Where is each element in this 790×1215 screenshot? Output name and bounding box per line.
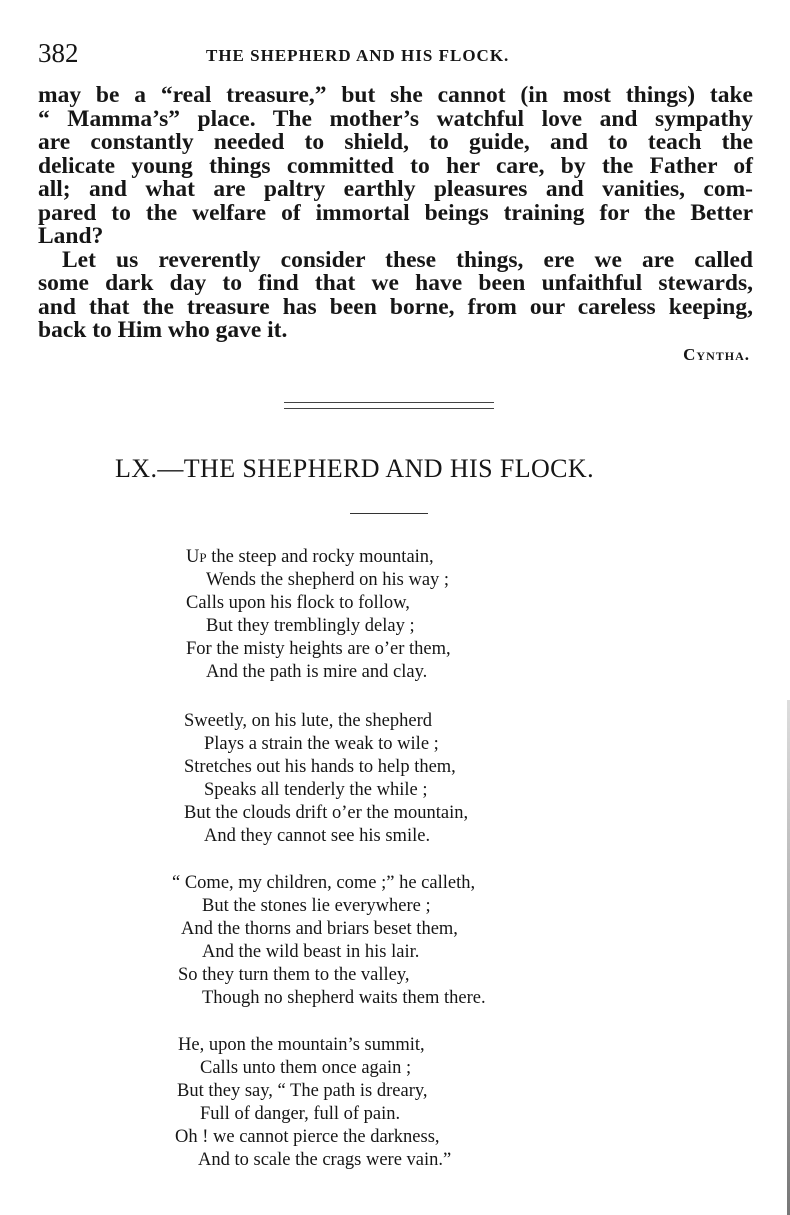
poem-line: But they tremblingly delay ; [206,616,415,636]
poem-line: And the wild beast in his lair. [202,942,420,962]
poem-line: And the thorns and briars beset them, [181,919,458,939]
poem-line: He, upon the mountain’s summit, [178,1035,425,1055]
poem-stanza-3 [172,872,572,1010]
prose-paragraphs [38,84,753,343]
poem-line: Though no shepherd waits them there. [202,988,486,1008]
prose-line: may be a “real treasure,” but she cannot (in most things) take [38,82,753,108]
page-header [38,38,750,72]
poem-line: So they turn them to the valley, [178,965,410,985]
poem-stanza-4 [172,1034,572,1172]
poem-line: Stretches out his hands to help them, [184,757,456,777]
page-number: 382 [38,38,79,68]
poem-line: And the path is mire and clay. [206,662,428,682]
poem-line: And to scale the crags were vain.” [198,1150,452,1170]
poem-line: But they say, “ The path is dreary, [177,1081,428,1101]
poem-line: Calls upon his flock to follow, [186,593,410,613]
author-signature: Cyntha. [683,345,750,364]
poem-line [172,546,572,569]
prose-line: pared to the welfare of immortal beings training for the Better [38,199,753,226]
poem-line-text: the steep and rocky mountain, [206,547,434,567]
poem-line: Oh ! we cannot pierce the darkness, [175,1127,440,1147]
poem-line: “ Come, my children, come ;” he calleth, [172,873,476,893]
prose-line: back to Him who gave it. [38,317,288,343]
prose-line: delicate young things committed to her care, by the Father of [38,152,753,179]
poem-first-word: Up [186,547,207,567]
poem-line: Calls unto them once again ; [200,1058,412,1078]
poem-line: Full of danger, full of pain. [200,1104,401,1124]
poem-stanza-1 [172,546,572,684]
prose-line: some dark day to find that we have been unfaithful stewards, [38,270,753,296]
section-title: LX.—THE SHEPHERD AND HIS FLOCK. [115,454,594,483]
poem-line: Plays a strain the weak to wile ; [204,734,439,754]
poem-line: Wends the shepherd on his way ; [206,570,450,590]
running-title: THE SHEPHERD AND HIS FLOCK. [206,46,510,65]
title-rule [350,513,428,514]
poem-line: And they cannot see his smile. [204,826,431,846]
poem-line: But the clouds drift o’er the mountain, [184,803,469,823]
prose-line: Land? [38,223,104,249]
poem-line: But the stones lie everywhere ; [202,896,431,916]
prose-line: “ Mamma’s” place. The mother’s watchful love and sympathy [38,105,753,132]
prose-line: Let us reverently consider these things, ere we are called [62,246,753,273]
prose-line: and that the treasure has been borne, from our careless keeping, [38,293,753,320]
prose-line: are constantly needed to shield, to guide, and to teach the [38,129,753,155]
poem-line: Speaks all tenderly the while ; [204,780,428,800]
poem-stanza-2 [172,710,572,848]
poem-line: For the misty heights are o’er them, [186,639,451,659]
section-divider [284,402,494,409]
prose-line: all; and what are paltry earthly pleasures and vanities, com- [38,176,753,202]
poem-line: Sweetly, on his lute, the shepherd [184,711,432,731]
